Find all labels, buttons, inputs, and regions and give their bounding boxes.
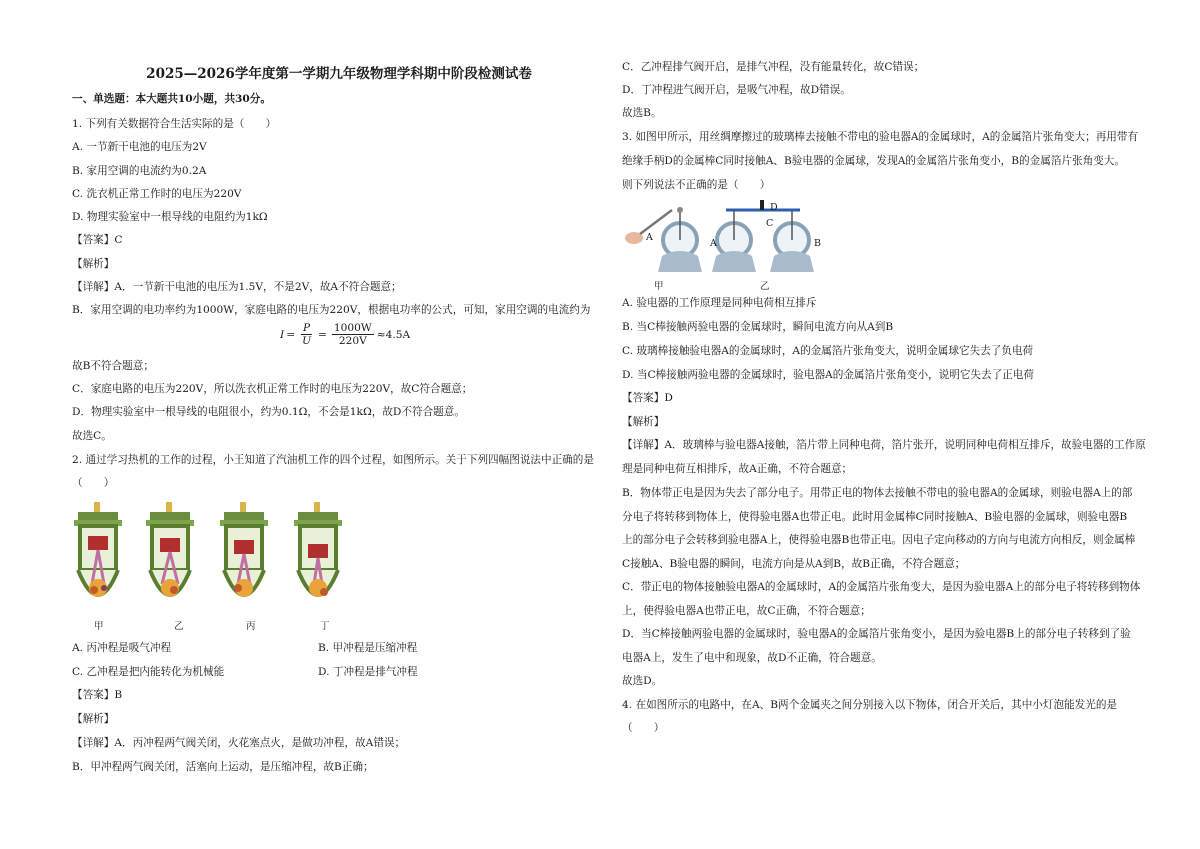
q1-detail-line: 【详解】A．一节新干电池的电压为1.5V，不是2V，故A不符合题意；: [72, 281, 402, 293]
q2-answer: 【答案】B: [72, 689, 123, 701]
figure-label-yi: 乙: [174, 621, 184, 632]
figure-label-jia: 甲: [94, 621, 104, 632]
engine-diagram-jia: [74, 502, 122, 597]
q1-stem: 1. 下列有关数据符合生活实际的是（ ）: [72, 118, 277, 130]
q1-option-b: B. 家用空调的电流约为0.2A: [72, 165, 207, 177]
q3-option-a: A. 验电器的工作原理是同种电荷相互排斥: [622, 297, 817, 309]
q2-option-b: B. 甲冲程是压缩冲程: [318, 642, 418, 654]
electroscope-label-a: A: [646, 232, 653, 243]
formula-symbol: I: [280, 328, 285, 341]
q2-stem: 2. 通过学习热机的工作的过程，小王知道了汽油机工作的四个过程，如图所示。关于下列四幅图说法中正确的是: [72, 454, 594, 466]
q2-analysis-label: 【解析】: [72, 713, 115, 725]
engine-diagram-yi: [146, 502, 194, 597]
q1-option-c: C. 洗衣机正常工作时的电压为220V: [72, 188, 242, 200]
metal-rod-c: [726, 200, 800, 210]
engine-strokes-figure: [72, 500, 352, 630]
electroscope-label-b: B: [814, 238, 821, 249]
q2-detail-line: 【详解】A．丙冲程两气阀关闭，火花塞点火，是做功冲程，故A错误；: [72, 737, 406, 749]
page-title: 2025—2026学年度第一学期九年级物理学科期中阶段检测试卷: [146, 66, 532, 82]
formula-denominator: U: [302, 335, 312, 347]
q1-conclusion: 故选C。: [72, 430, 112, 442]
figure-label-yi: 乙: [760, 281, 770, 292]
q3-detail-line: 分电子将转移到物体上，使得验电器A也带正电。此时用金属棒C同时接触A、B验电器的金属球，则验电器B: [622, 511, 1128, 523]
formula-numerator: 1000W: [333, 322, 372, 334]
electroscope-b-yi: [770, 210, 814, 272]
section-heading: 一、单选题：本大题共10小题，共30分。: [72, 93, 271, 105]
formula-denominator: 220V: [338, 335, 367, 347]
q3-stem-line: 绝缘手柄D的金属棒C同时接触A、B验电器的金属球，发现A的金属箔片张角变小，B的金属箔片张角变大。: [622, 155, 1125, 167]
q1-detail-line: 故B不符合题意；: [72, 360, 154, 372]
q3-detail-line: 【详解】A．玻璃棒与验电器A接触，箔片带上同种电荷，箔片张开，说明同种电荷相互排斥，故验电器的工作原: [622, 439, 1146, 451]
q2-detail-line: C．乙冲程排气阀开启，是排气冲程，没有能量转化，故C错误；: [622, 61, 925, 73]
q3-option-b: B. 当C棒接触两验电器的金属球时，瞬间电流方向从A到B: [622, 321, 894, 333]
rod-label-c: C: [766, 218, 774, 229]
formula-fraction: [332, 322, 374, 347]
q4-stem-paren: （ ）: [622, 722, 665, 734]
q4-stem: 4. 在如图所示的电路中，在A、B两个金属夹之间分别接入以下物体，闭合开关后，其中小灯泡能发光的是: [622, 699, 1118, 711]
q1-option-a: A. 一节新干电池的电压为2V: [72, 141, 207, 153]
q3-stem-line: 3. 如图甲所示，用丝绸摩擦过的玻璃棒去接触不带电的验电器A的金属球时，A的金属箔片张角变大；再用带有: [622, 131, 1139, 143]
q3-detail-line: 上的部分电子会转移到验电器A上，使得验电器B也带正电。因电子定向移动的方向与电流方向相反，则金属棒: [622, 534, 1136, 546]
q3-option-d: D. 当C棒接触两验电器的金属球时，验电器A的金属箔片张角变小，说明它失去了正电荷: [622, 369, 1034, 381]
q1-detail-line: D．物理实验室中一根导线的电阻很小，约为0.1Ω，不会是1kΩ，故D不符合题意。: [72, 406, 465, 418]
electroscope-label-a: A: [710, 238, 717, 249]
q2-detail-line: D．丁冲程进气阀开启，是吸气冲程，故D错误。: [622, 84, 851, 96]
q3-detail-line: B．物体带正电是因为失去了部分电子。用带正电的物体去接触不带电的验电器A的金属球，则验电器A上的部: [622, 487, 1133, 499]
q2-detail-line: B．甲冲程两气阀关闭，活塞向上运动，是压缩冲程，故B正确；: [72, 761, 374, 773]
current-formula: [280, 322, 410, 347]
q1-option-d: D. 物理实验室中一根导线的电阻约为1kΩ: [72, 211, 268, 223]
formula-fraction: [300, 322, 313, 347]
engine-diagram-bing: [220, 502, 268, 597]
q1-answer: 【答案】C: [72, 234, 123, 246]
formula-numerator: P: [302, 322, 311, 334]
q3-detail-line: C．带正电的物体接触验电器A的金属球时，A的金属箔片张角变大，是因为验电器A上的部分电子将转移到物体: [622, 581, 1141, 593]
q2-option-d: D. 丁冲程是排气冲程: [318, 666, 418, 678]
figure-label-ding: 丁: [320, 621, 330, 632]
q1-analysis-label: 【解析】: [72, 258, 115, 270]
q3-conclusion: 故选D。: [622, 675, 663, 687]
q1-detail-line: C．家庭电路的电压为220V，所以洗衣机正常工作时的电压为220V，故C符合题意；: [72, 383, 473, 395]
formula-equals: =: [318, 328, 327, 341]
formula-result: ≈4.5A: [376, 328, 411, 341]
q3-detail-line: 理是同种电荷互相排斥，故A正确，不符合题意；: [622, 463, 853, 475]
q3-detail-line: 电器A上，发生了电中和现象，故D不正确，符合题意。: [622, 652, 882, 664]
q3-detail-line: D．当C棒接触两验电器的金属球时，验电器A的金属箔片张角变小，是因为验电器B上的部分电子转移到了验: [622, 628, 1131, 640]
q3-stem-line: 则下列说法不正确的是（ ）: [622, 179, 771, 191]
electroscope-a-yi: [712, 210, 756, 272]
handle-label-d: D: [770, 202, 778, 213]
engine-diagram-ding: [294, 502, 342, 597]
q3-detail-line: C接触A、B验电器的瞬间，电流方向是从A到B，故B正确，不符合题意；: [622, 558, 966, 570]
q3-analysis-label: 【解析】: [622, 416, 665, 428]
q3-detail-line: 上，使得验电器A也带正电，故C正确，不符合题意；: [622, 605, 871, 617]
q2-option-a: A. 丙冲程是吸气冲程: [72, 642, 172, 654]
figure-label-jia: 甲: [654, 281, 664, 292]
q2-option-c: C. 乙冲程是把内能转化为机械能: [72, 666, 225, 678]
q3-answer: 【答案】D: [622, 392, 673, 404]
q3-option-c: C. 玻璃棒接触验电器A的金属球时，A的金属箔片张角变大，说明金属球它失去了负电荷: [622, 345, 1034, 357]
figure-label-bing: 丙: [246, 621, 256, 632]
formula-equals: =: [286, 328, 296, 341]
q2-stem-paren: （ ）: [72, 477, 115, 489]
q1-detail-line: B．家用空调的电功率约为1000W，家庭电路的电压为220V，根据电功率的公式，可知，家用空调的电流约为: [72, 304, 591, 316]
q2-conclusion: 故选B。: [622, 107, 662, 119]
